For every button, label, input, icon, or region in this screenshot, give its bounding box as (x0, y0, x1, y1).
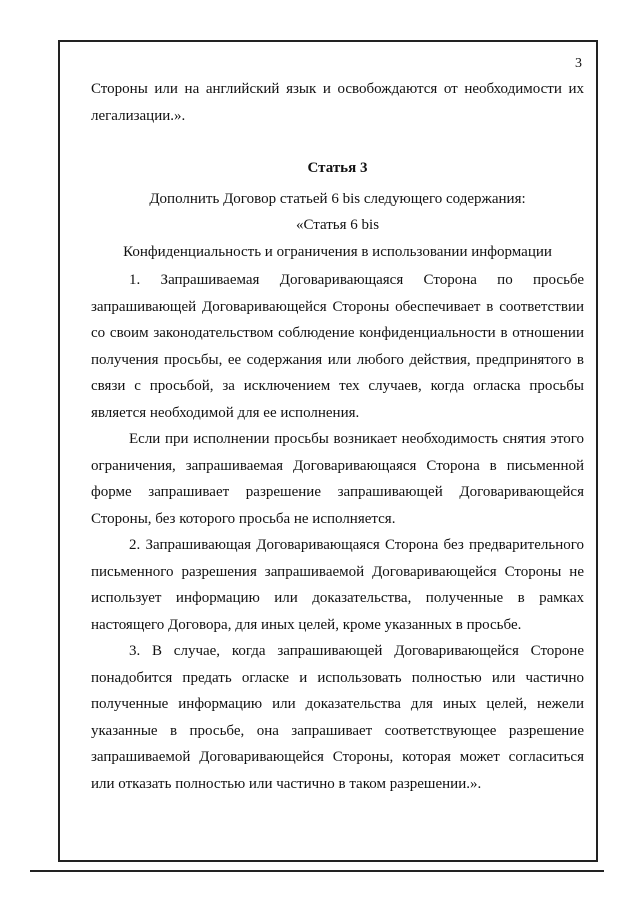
amendment-line: Дополнить Договор статьей 6 bis следующего содержания: (149, 190, 526, 207)
page-bottom-rule (30, 870, 604, 872)
paragraph-1: 1. Запрашиваемая Договаривающаяся Сторона по просьбе запрашивающей Договаривающейся Стороны обеспечивает в соответствии со своим законодательством соблюдение конфиденциальности в отношении получения просьбы, ее содержания или любого действия, предпринятого в связи с просьбой, за исключением тех случаев, когда огласка просьбы является необходимой для ее исполнения. (91, 272, 584, 421)
new-article-heading: «Статья 6 bis (295, 217, 380, 233)
new-article-title: Конфиденциальность и ограничения в использовании информации (123, 243, 552, 260)
paragraph-2: 2. Запрашивающая Договаривающаяся Сторона без предварительного письменного разрешения запрашиваемой Договаривающейся Стороны не использует информацию или доказательства, полученные в рамках настоящего Договора, для иных целей, кроме указанных в просьбе. (91, 537, 584, 633)
page-number: 3 (575, 56, 582, 71)
continuation-paragraph: Стороны или на английский язык и освобождаются от необходимости их легализации.». (91, 81, 584, 124)
paragraph-1-continued: Если при исполнении просьбы возникает необходимость снятия этого ограничения, запрашиваемая Договаривающаяся Сторона в письменной форме запрашивает разрешение запрашивающей Договаривающейся Стороны, без которого просьба не исполняется. (91, 431, 584, 527)
document-body (91, 76, 584, 797)
article-heading: Статья 3 (307, 160, 368, 176)
paragraph-3: 3. В случае, когда запрашивающей Договаривающейся Стороне понадобится предать огласке и использовать полностью или частично полученные информацию или доказательства для иных целей, нежели указанные в просьбе, она запрашивает соответствующее разрешение запрашиваемой Договаривающейся Стороны, которая может согласиться или отказать полностью или частично в таком разрешении.». (91, 643, 584, 792)
